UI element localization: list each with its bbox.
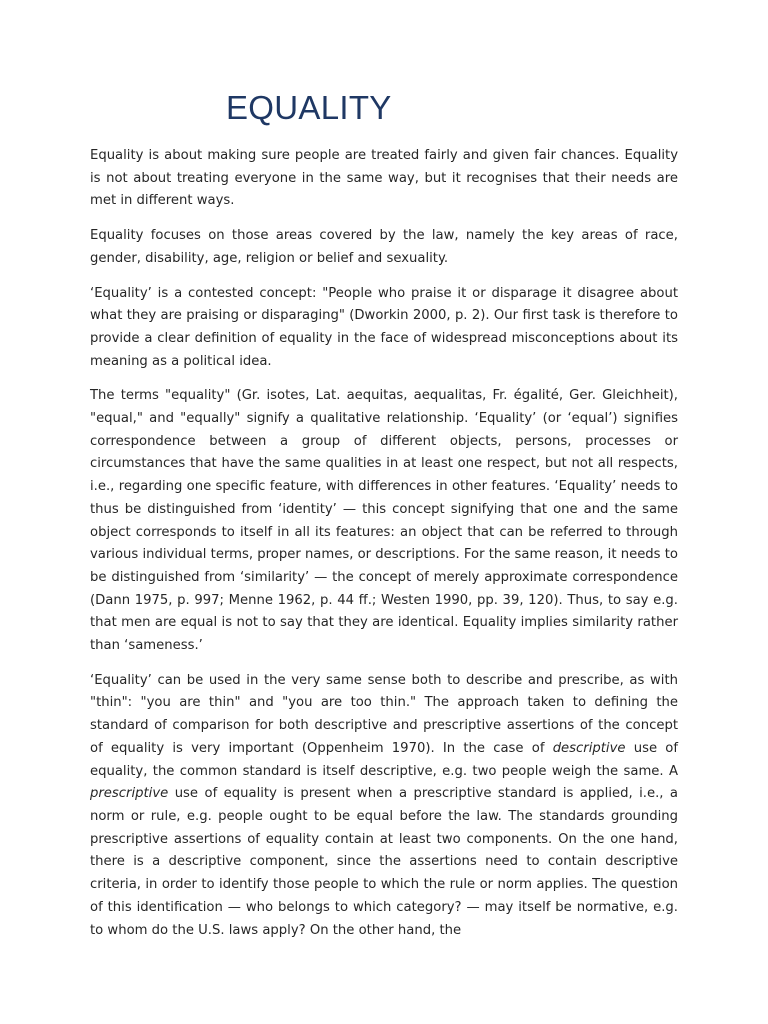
text-run: Equality is about making sure people are treated fairly and given fair chances. Equality is not about treating everyone in the same way, but it recognises that their needs are met in different ways. bbox=[90, 148, 678, 209]
italic-term: prescriptive bbox=[90, 786, 169, 802]
paragraph-3 bbox=[90, 283, 678, 374]
paragraph-2 bbox=[90, 225, 678, 270]
document-page bbox=[90, 0, 678, 1024]
document-body bbox=[90, 145, 678, 954]
paragraph-4 bbox=[90, 385, 678, 657]
document-title: EQUALITY bbox=[226, 89, 392, 126]
paragraph-1 bbox=[90, 145, 678, 213]
text-run: ‘Equality’ is a contested concept: "People who praise it or disparage it disagree about what they are praising or disparaging" (Dworkin 2000, p. 2). Our first task is therefore to provide a clear definition of equality in the face of widespread misconceptions about its meaning as a political idea. bbox=[90, 285, 678, 369]
text-run: The terms "equality" (Gr. isotes, Lat. aequitas, aequalitas, Fr. égalité, Ger. Gleichheit), "equal," and "equally" signify a qualitative relationship. ‘Equality’ (or ‘equal’) signifies correspondence between a group of different objects, persons, processes or circumstances that have the same qualities in at least one respect, but not all respects, i.e., regarding one specific feature, with differences in other features. ‘Equality’ needs to thus be distinguished from ‘identity’ — this concept signifying that one and the same object corresponds to itself in all its features: an object that can be referred to through various individual terms, proper names, or descriptions. For the same reason, it needs to be distinguished from ‘similarity’ — the concept of merely approximate correspondence (Dann 1975, p. 997; Menne 1962, p. 44 ff.; Westen 1990, pp. 39, 120). Thus, to say e.g. that men are equal is not to say that they are identical. Equality implies similarity rather than ‘sameness.’ bbox=[90, 388, 678, 654]
paragraph-5 bbox=[90, 670, 678, 942]
italic-term: descriptive bbox=[552, 740, 626, 756]
text-run: Equality focuses on those areas covered by the law, namely the key areas of race, gender, disability, age, religion or belief and sexuality. bbox=[90, 228, 678, 266]
text-run: use of equality, the common standard is itself descriptive, e.g. two people weigh the same. A bbox=[90, 740, 679, 779]
text-run: use of equality is present when a prescriptive standard is applied, i.e., a norm or rule, e.g. people ought to be equal before the law. The standards grounding prescriptive assertions of equality contain at least two components. On the one hand, there is a descriptive component, since the assertions need to contain descriptive criteria, in order to identify those people to which the rule or norm applies. The question of this identification — who belongs to which category? — may itself be normative, e.g. to whom do the U.S. laws apply? On the other hand, the bbox=[90, 786, 678, 938]
text-run: ‘Equality’ can be used in the very same sense both to describe and prescribe, as with "thin": "you are thin" and "you are too thin." The approach taken to defining the standard of comparison for both descriptive and prescriptive assertions of the concept of equality is very important (Oppenheim 1970). In the case of bbox=[90, 672, 678, 756]
